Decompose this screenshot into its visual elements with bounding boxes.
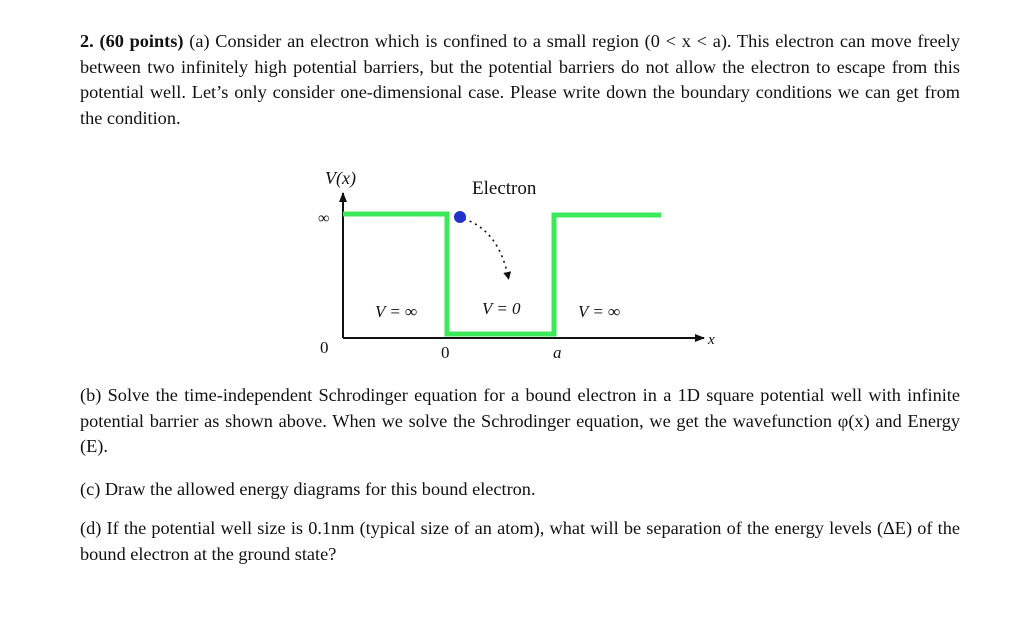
question-number: 2. (60 points): [80, 31, 184, 51]
infinity-label: ∞: [318, 210, 330, 227]
well-region-label: V = 0: [482, 299, 521, 318]
right-region-label: V = ∞: [578, 302, 621, 321]
electron-dot: [454, 211, 466, 223]
question-part-b: (b) Solve the time-independent Schrodinger equation for a bound electron in a 1D square potential well with infinite potential barrier as shown above. When we solve the Schrodinger equation, we get the wavefunction φ(x) and Energy (E).: [80, 385, 960, 457]
x-axis-label: x: [708, 332, 715, 348]
electron-label: Electron: [472, 178, 537, 199]
y-axis-label: V(x): [325, 168, 356, 188]
part-a-text: (a) Consider an electron which is confined to a small region (0 < x < a). This electron can move freely between two infinitely high potential barriers, but the potential barriers do not allow the electron to escape from this potential well. Let’s only consider one-dimensional case. Please write down the boundary conditions we can get from the condition.: [80, 31, 960, 128]
question-part-c: (c) Draw the allowed energy diagrams for this bound electron.: [80, 479, 536, 499]
well-right-edge-label: a: [553, 343, 562, 362]
origin-label: 0: [320, 338, 329, 357]
left-region-label: V = ∞: [375, 302, 418, 321]
question-part-d: (d) If the potential well size is 0.1nm (typical size of an atom), what will be separation of the energy levels (ΔE) of the bound electron at the ground state?: [80, 518, 960, 564]
electron-path-arrow: [464, 219, 508, 276]
well-left-edge-label: 0: [441, 343, 450, 362]
